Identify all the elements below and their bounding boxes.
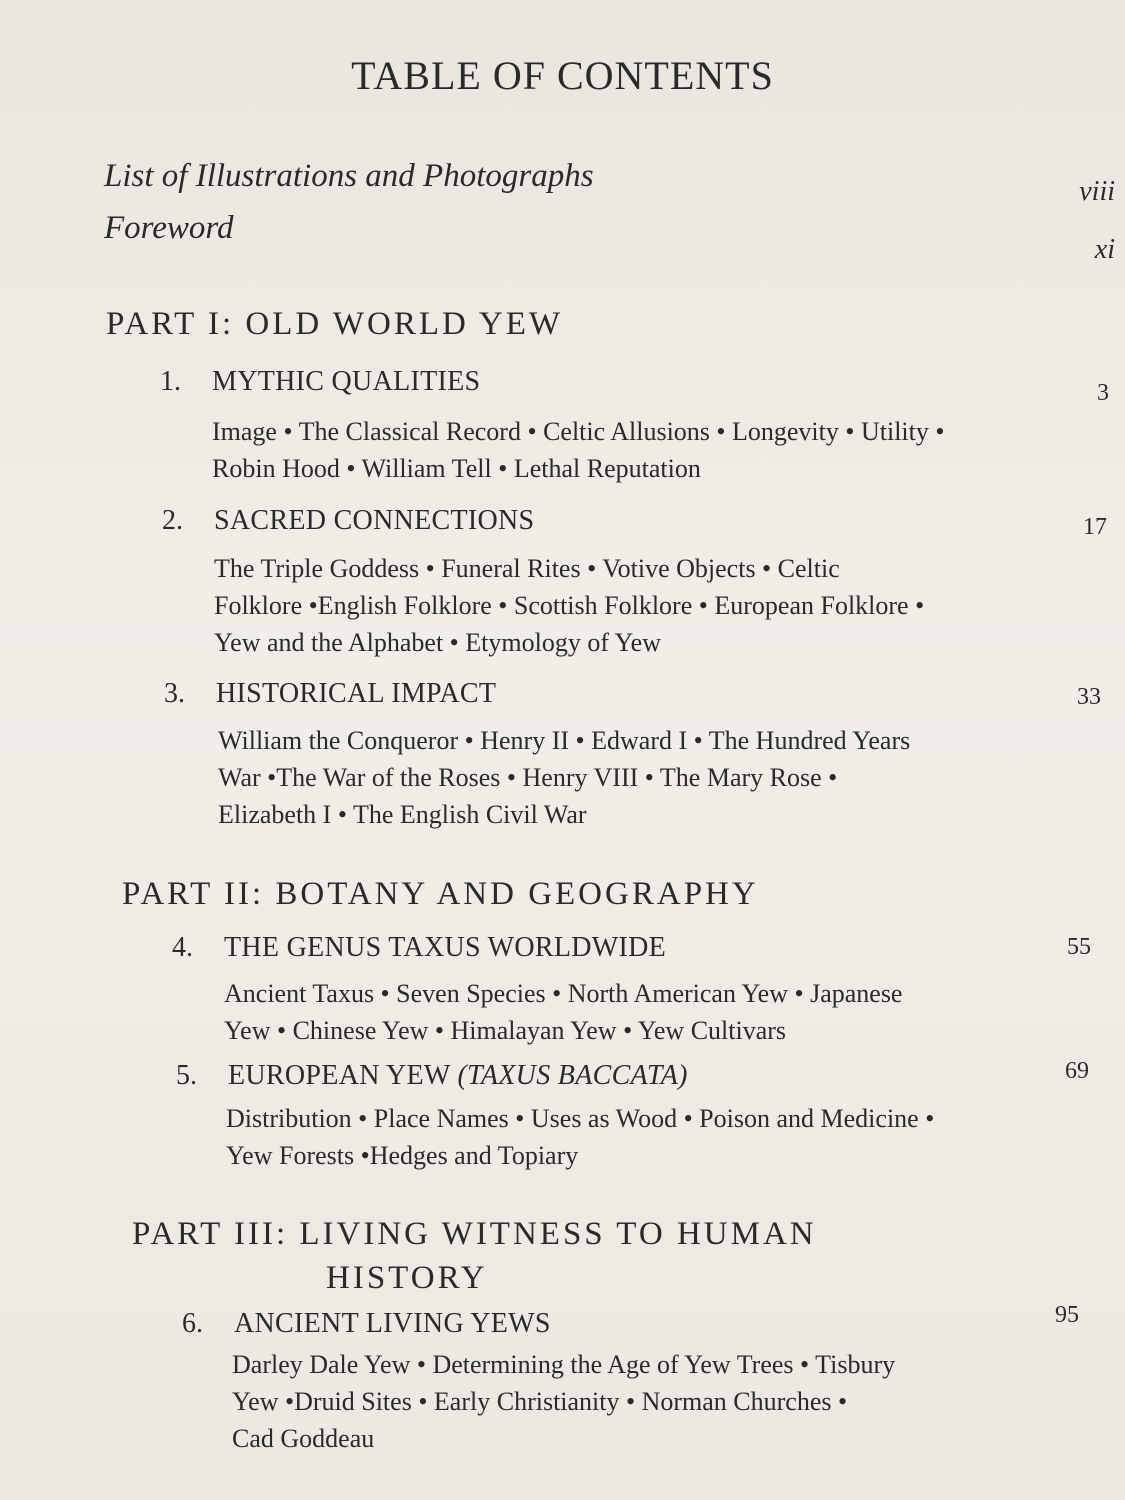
topic-line: Yew Forests •Hedges and Topiary <box>226 1141 579 1170</box>
topic-line: Robin Hood • William Tell • Lethal Reputation <box>212 454 701 483</box>
chapter-5-topics <box>226 1100 934 1174</box>
topic-line: Distribution • Place Names • Uses as Wood • Poison and Medicine • <box>226 1104 935 1133</box>
chapter-4-heading <box>172 932 666 964</box>
chapter-title: ANCIENT LIVING YEWS <box>234 1308 551 1339</box>
chapter-2-heading <box>162 505 534 537</box>
chapter-2-topics <box>214 550 924 661</box>
topic-line: William the Conqueror • Henry II • Edward I • The Hundred Years <box>218 726 911 755</box>
chapter-2-page: 17 <box>1083 514 1107 540</box>
chapter-1-heading <box>160 366 480 398</box>
topic-line: Yew and the Alphabet • Etymology of Yew <box>214 628 662 657</box>
chapter-number: 6. <box>182 1308 203 1339</box>
chapter-3-topics <box>218 722 910 833</box>
chapter-4-topics <box>224 975 902 1049</box>
page-title: TABLE OF CONTENTS <box>351 53 774 98</box>
chapter-3-page: 33 <box>1077 684 1101 710</box>
part-heading-3-line-1: PART III: LIVING WITNESS TO HUMAN <box>132 1216 817 1252</box>
chapter-1-topics <box>212 413 944 487</box>
topic-line: Image • The Classical Record • Celtic Allusions • Longevity • Utility • <box>212 417 945 446</box>
chapter-3-heading <box>164 678 496 710</box>
chapter-5-heading <box>176 1060 688 1092</box>
chapter-number: 2. <box>162 505 183 536</box>
chapter-title: THE GENUS TAXUS WORLDWIDE <box>224 932 667 963</box>
chapter-title: HISTORICAL IMPACT <box>216 678 497 709</box>
topic-line: Darley Dale Yew • Determining the Age of Yew Trees • Tisbury <box>232 1350 896 1379</box>
topic-line: Yew • Chinese Yew • Himalayan Yew • Yew Cultivars <box>224 1016 787 1045</box>
toc-entry-illustrations: List of Illustrations and Photographs <box>104 158 594 194</box>
chapter-number: 3. <box>164 678 185 709</box>
chapter-title-italic: (TAXUS BACCATA) <box>457 1060 688 1091</box>
chapter-6-topics <box>232 1346 895 1457</box>
topic-line: Elizabeth I • The English Civil War <box>218 800 587 829</box>
chapter-title: EUROPEAN YEW <box>228 1060 458 1091</box>
topic-line: Ancient Taxus • Seven Species • North American Yew • Japanese <box>224 979 903 1008</box>
toc-page-foreword: xi <box>1094 234 1115 265</box>
topic-line: The Triple Goddess • Funeral Rites • Votive Objects • Celtic <box>214 554 840 583</box>
topic-line: Yew •Druid Sites • Early Christianity • Norman Churches • <box>232 1387 848 1416</box>
chapter-title: SACRED CONNECTIONS <box>214 505 535 536</box>
topic-line: War •The War of the Roses • Henry VIII • The Mary Rose • <box>218 763 838 792</box>
chapter-number: 4. <box>172 932 193 963</box>
chapter-6-page: 95 <box>1055 1302 1079 1328</box>
part-heading-1: PART I: OLD WORLD YEW <box>106 306 564 342</box>
toc-page-illustrations: viii <box>1079 176 1115 207</box>
topic-line: Cad Goddeau <box>232 1424 375 1453</box>
chapter-number: 1. <box>160 366 181 397</box>
part-heading-3 <box>132 1212 817 1300</box>
chapter-title: MYTHIC QUALITIES <box>212 366 481 397</box>
chapter-6-heading <box>182 1308 551 1340</box>
topic-line: Folklore •English Folklore • Scottish Folklore • European Folklore • <box>214 591 925 620</box>
chapter-5-page: 69 <box>1065 1058 1089 1084</box>
chapter-4-page: 55 <box>1067 934 1091 960</box>
chapter-number: 5. <box>176 1060 197 1091</box>
part-heading-2: PART II: BOTANY AND GEOGRAPHY <box>122 876 759 912</box>
part-heading-3-line-2: HISTORY <box>326 1260 488 1296</box>
toc-entry-foreword: Foreword <box>104 210 234 246</box>
chapter-1-page: 3 <box>1097 380 1109 406</box>
